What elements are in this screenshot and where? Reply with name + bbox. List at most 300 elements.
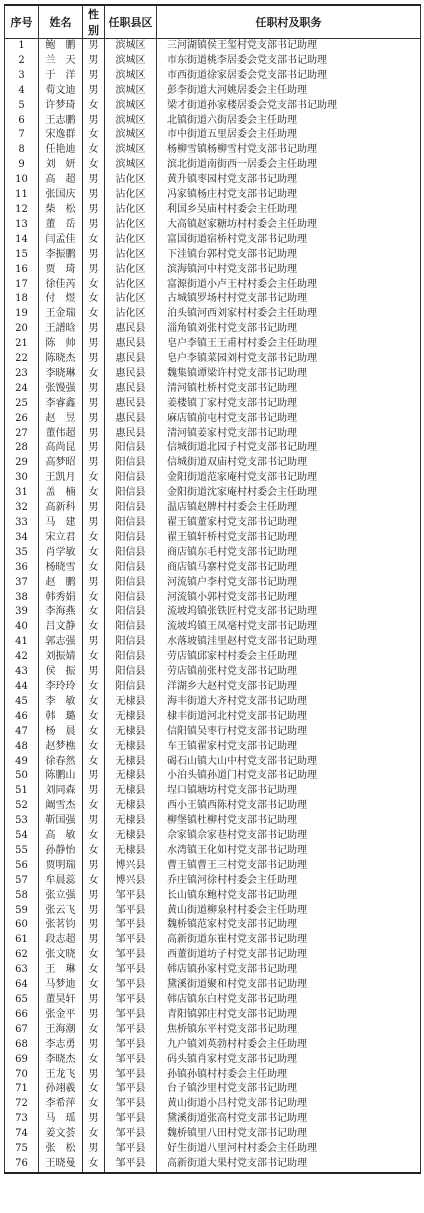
cell-post: 翟王镇董家村党支部书记助理 (157, 516, 421, 531)
cell-post: 北镇街道六街居委会主任助理 (157, 114, 421, 129)
table-row (5, 307, 421, 322)
cell-post: 河流镇户李村党支部书记助理 (157, 576, 421, 591)
cell-post: 柳堡镇杜柳村党支部书记助理 (157, 814, 421, 829)
cell-name: 张 松 (39, 1142, 83, 1157)
cell-index: 53 (5, 814, 39, 829)
cell-county: 滨城区 (105, 143, 157, 158)
cell-county: 无棣县 (105, 799, 157, 814)
cell-gender: 男 (83, 173, 105, 188)
cell-gender: 男 (83, 337, 105, 352)
cell-name: 荀文迪 (39, 84, 83, 99)
cell-county: 阳信县 (105, 531, 157, 546)
cell-county: 沾化区 (105, 173, 157, 188)
cell-index: 67 (5, 1023, 39, 1038)
cell-county: 邹平县 (105, 1097, 157, 1112)
cell-county: 阳信县 (105, 620, 157, 635)
cell-name: 鲍 鹏 (39, 39, 83, 54)
cell-gender: 男 (83, 859, 105, 874)
table-row (5, 218, 421, 233)
cell-gender: 男 (83, 382, 105, 397)
cell-gender: 男 (83, 69, 105, 84)
table-row (5, 322, 421, 337)
cell-post: 魏集镇谭梁许村党支部书记助理 (157, 367, 421, 382)
cell-name: 付 煜 (39, 292, 83, 307)
cell-county: 无棣县 (105, 695, 157, 710)
cell-name: 王龙飞 (39, 1068, 83, 1083)
cell-name: 任艳迪 (39, 143, 83, 158)
cell-index: 49 (5, 755, 39, 770)
cell-gender: 男 (83, 904, 105, 919)
cell-index: 56 (5, 859, 39, 874)
cell-gender: 女 (83, 740, 105, 755)
cell-post: 金阳街道沈家庵村村委会主任助理 (157, 486, 421, 501)
cell-gender: 女 (83, 978, 105, 993)
cell-name: 张立强 (39, 889, 83, 904)
cell-post: 信阳镇吴枣行村党支部书记助理 (157, 725, 421, 740)
cell-index: 17 (5, 278, 39, 293)
cell-post: 麻店镇前屯村党支部书记助理 (157, 412, 421, 427)
cell-county: 无棣县 (105, 829, 157, 844)
cell-gender: 男 (83, 188, 105, 203)
cell-post: 好生街道八里河村村委会主任助理 (157, 1142, 421, 1157)
cell-index: 7 (5, 128, 39, 143)
cell-county: 无棣县 (105, 740, 157, 755)
cell-index: 24 (5, 382, 39, 397)
cell-county: 沾化区 (105, 263, 157, 278)
table-row (5, 69, 421, 84)
cell-name: 盖 楠 (39, 486, 83, 501)
cell-name: 韩 璐 (39, 710, 83, 725)
cell-post: 高新街道大果村党支部书记助理 (157, 1157, 421, 1173)
cell-index: 1 (5, 39, 39, 54)
table-row (5, 292, 421, 307)
table-row (5, 1097, 421, 1112)
cell-county: 阳信县 (105, 650, 157, 665)
cell-gender: 男 (83, 1038, 105, 1053)
cell-post: 码头镇肖家村党支部书记助理 (157, 1053, 421, 1068)
table-row (5, 158, 421, 173)
cell-post: 皂户李镇王王甫村村委会主任助理 (157, 337, 421, 352)
cell-post: 劳店镇邱家村村委会主任助理 (157, 650, 421, 665)
cell-county: 阳信县 (105, 546, 157, 561)
cell-county: 沾化区 (105, 307, 157, 322)
cell-name: 高 敏 (39, 829, 83, 844)
cell-county: 邹平县 (105, 918, 157, 933)
cell-post: 魏桥镇里八田村党支部书记助理 (157, 1127, 421, 1142)
cell-county: 无棣县 (105, 769, 157, 784)
table-row (5, 814, 421, 829)
header-county: 任职县区 (105, 5, 157, 39)
table-row (5, 367, 421, 382)
cell-index: 9 (5, 158, 39, 173)
cell-name: 肖学敏 (39, 546, 83, 561)
cell-index: 12 (5, 203, 39, 218)
cell-name: 赵 昱 (39, 412, 83, 427)
cell-index: 66 (5, 1008, 39, 1023)
cell-post: 黛溪街道张高村党支部书记助理 (157, 1112, 421, 1127)
cell-name: 李志勇 (39, 1038, 83, 1053)
cell-post: 信城街道北园子村党支部书记助理 (157, 441, 421, 456)
cell-county: 沾化区 (105, 203, 157, 218)
cell-gender: 男 (83, 39, 105, 54)
table-row (5, 54, 421, 69)
cell-post: 碣石山镇大山中村党支部书记助理 (157, 755, 421, 770)
cell-name: 王譜晗 (39, 322, 83, 337)
cell-post: 皂户李镇菜园刘村党支部书记助理 (157, 352, 421, 367)
cell-index: 62 (5, 948, 39, 963)
cell-name: 马 建 (39, 516, 83, 531)
header-name: 姓名 (39, 5, 83, 39)
cell-county: 无棣县 (105, 755, 157, 770)
cell-index: 10 (5, 173, 39, 188)
table-row (5, 740, 421, 755)
cell-index: 37 (5, 576, 39, 591)
cell-index: 61 (5, 933, 39, 948)
cell-post: 流坡坞镇王凤毫村党支部书记助理 (157, 620, 421, 635)
cell-index: 19 (5, 307, 39, 322)
cell-name: 贾明瑞 (39, 859, 83, 874)
cell-county: 沾化区 (105, 278, 157, 293)
cell-county: 滨城区 (105, 158, 157, 173)
cell-index: 35 (5, 546, 39, 561)
cell-county: 惠民县 (105, 322, 157, 337)
cell-name: 靳国强 (39, 814, 83, 829)
cell-post: 劳店镇前张村党支部书记助理 (157, 665, 421, 680)
cell-index: 70 (5, 1068, 39, 1083)
cell-index: 33 (5, 516, 39, 531)
table-row (5, 1157, 421, 1173)
cell-index: 32 (5, 501, 39, 516)
cell-index: 20 (5, 322, 39, 337)
cell-name: 张茗钧 (39, 918, 83, 933)
cell-gender: 女 (83, 799, 105, 814)
cell-gender: 女 (83, 650, 105, 665)
cell-index: 25 (5, 397, 39, 412)
table-row (5, 695, 421, 710)
table-row (5, 233, 421, 248)
header-gender: 性别 (83, 5, 105, 39)
table-row (5, 918, 421, 933)
cell-gender: 女 (83, 233, 105, 248)
cell-gender: 女 (83, 591, 105, 606)
cell-post: 海丰街道大齐村党支部书记助理 (157, 695, 421, 710)
table-row (5, 99, 421, 114)
cell-gender: 女 (83, 963, 105, 978)
cell-county: 邹平县 (105, 1142, 157, 1157)
cell-post: 杨柳雪镇杨柳雪村党支部书记助理 (157, 143, 421, 158)
cell-index: 69 (5, 1053, 39, 1068)
cell-name: 吕文静 (39, 620, 83, 635)
cell-index: 63 (5, 963, 39, 978)
table-row (5, 114, 421, 129)
cell-gender: 男 (83, 54, 105, 69)
cell-post: 青阳镇郭庄村党支部书记助理 (157, 1008, 421, 1023)
cell-post: 水落坡镇洼里赵村党支部书记助理 (157, 635, 421, 650)
table-row (5, 1038, 421, 1053)
cell-post: 水湾镇王化如村党支部书记助理 (157, 844, 421, 859)
cell-index: 76 (5, 1157, 39, 1173)
cell-gender: 女 (83, 710, 105, 725)
cell-gender: 女 (83, 680, 105, 695)
table-row (5, 263, 421, 278)
cell-county: 无棣县 (105, 710, 157, 725)
cell-index: 23 (5, 367, 39, 382)
cell-name: 张国庆 (39, 188, 83, 203)
cell-gender: 男 (83, 918, 105, 933)
cell-name: 赵 鹏 (39, 576, 83, 591)
cell-gender: 男 (83, 263, 105, 278)
cell-post: 富国街道宿桥村党支部书记助理 (157, 233, 421, 248)
cell-name: 高新科 (39, 501, 83, 516)
cell-county: 阳信县 (105, 516, 157, 531)
cell-gender: 男 (83, 427, 105, 442)
cell-name: 兰 天 (39, 54, 83, 69)
cell-county: 阳信县 (105, 486, 157, 501)
cell-index: 73 (5, 1112, 39, 1127)
table-row (5, 501, 421, 516)
cell-index: 45 (5, 695, 39, 710)
cell-name: 王海潮 (39, 1023, 83, 1038)
cell-index: 59 (5, 904, 39, 919)
cell-county: 沾化区 (105, 248, 157, 263)
cell-name: 高尚昆 (39, 441, 83, 456)
cell-name: 孙静怡 (39, 844, 83, 859)
table-row (5, 128, 421, 143)
cell-county: 博兴县 (105, 874, 157, 889)
table-row (5, 963, 421, 978)
cell-county: 阳信县 (105, 456, 157, 471)
cell-gender: 女 (83, 844, 105, 859)
cell-gender: 女 (83, 1097, 105, 1112)
cell-index: 36 (5, 561, 39, 576)
cell-name: 刘同森 (39, 784, 83, 799)
table-row (5, 1082, 421, 1097)
cell-post: 利国乡吴庙村村委会主任助理 (157, 203, 421, 218)
table-row (5, 1008, 421, 1023)
table-row (5, 755, 421, 770)
cell-county: 阳信县 (105, 441, 157, 456)
table-row (5, 859, 421, 874)
table-row (5, 248, 421, 263)
cell-gender: 男 (83, 441, 105, 456)
cell-county: 无棣县 (105, 844, 157, 859)
cell-county: 惠民县 (105, 337, 157, 352)
cell-gender: 女 (83, 695, 105, 710)
cell-post: 古城镇罗场村村党支部书记助理 (157, 292, 421, 307)
cell-gender: 男 (83, 1142, 105, 1157)
cell-post: 滨北街道南街西一居委会主任助理 (157, 158, 421, 173)
cell-post: 西小王镇西陈村党支部书记助理 (157, 799, 421, 814)
cell-index: 64 (5, 978, 39, 993)
cell-county: 邹平县 (105, 1008, 157, 1023)
cell-gender: 男 (83, 114, 105, 129)
cell-county: 无棣县 (105, 814, 157, 829)
cell-name: 马梦迪 (39, 978, 83, 993)
table-row (5, 143, 421, 158)
table-header-row (5, 5, 421, 39)
cell-index: 58 (5, 889, 39, 904)
table-row (5, 1142, 421, 1157)
cell-index: 74 (5, 1127, 39, 1142)
cell-gender: 男 (83, 501, 105, 516)
cell-county: 邹平县 (105, 1112, 157, 1127)
cell-index: 75 (5, 1142, 39, 1157)
cell-gender: 女 (83, 307, 105, 322)
cell-county: 惠民县 (105, 427, 157, 442)
cell-name: 李晓杰 (39, 1053, 83, 1068)
cell-gender: 女 (83, 1157, 105, 1173)
cell-county: 沾化区 (105, 188, 157, 203)
cell-index: 2 (5, 54, 39, 69)
cell-index: 3 (5, 69, 39, 84)
cell-name: 陈鹏山 (39, 769, 83, 784)
header-index: 序号 (5, 5, 39, 39)
cell-index: 29 (5, 456, 39, 471)
cell-post: 黄升镇枣园村党支部书记助理 (157, 173, 421, 188)
cell-county: 邹平县 (105, 1127, 157, 1142)
table-row (5, 188, 421, 203)
cell-gender: 男 (83, 352, 105, 367)
table-row (5, 948, 421, 963)
table-row (5, 1112, 421, 1127)
cell-name: 马 瑶 (39, 1112, 83, 1127)
cell-post: 泊头镇河西刘家村村委会主任助理 (157, 307, 421, 322)
cell-post: 翟王镇轩桥村党支部书记助理 (157, 531, 421, 546)
cell-gender: 男 (83, 635, 105, 650)
table-row (5, 1053, 421, 1068)
cell-county: 邹平县 (105, 1157, 157, 1173)
table-row (5, 591, 421, 606)
table-row (5, 546, 421, 561)
header-post: 任职村及职务 (157, 5, 421, 39)
cell-index: 46 (5, 710, 39, 725)
table-row (5, 397, 421, 412)
table-row (5, 1068, 421, 1083)
table-row (5, 784, 421, 799)
cell-name: 王凯月 (39, 471, 83, 486)
cell-gender: 女 (83, 531, 105, 546)
cell-name: 姜文荟 (39, 1127, 83, 1142)
cell-name: 杨 晨 (39, 725, 83, 740)
cell-name: 王晓曼 (39, 1157, 83, 1173)
cell-post: 三河湖镇侯王玺村党支部书记助理 (157, 39, 421, 54)
cell-gender: 女 (83, 605, 105, 620)
table-row (5, 844, 421, 859)
table-row (5, 576, 421, 591)
cell-gender: 女 (83, 158, 105, 173)
cell-gender: 男 (83, 248, 105, 263)
cell-index: 18 (5, 292, 39, 307)
cell-county: 惠民县 (105, 367, 157, 382)
cell-post: 商店镇东毛村党支部书记助理 (157, 546, 421, 561)
cell-name: 牟晨蕊 (39, 874, 83, 889)
cell-gender: 女 (83, 1023, 105, 1038)
cell-post: 高新街道东崔村党支部书记助理 (157, 933, 421, 948)
cell-name: 孙翊羲 (39, 1082, 83, 1097)
cell-county: 邹平县 (105, 978, 157, 993)
cell-index: 54 (5, 829, 39, 844)
cell-index: 52 (5, 799, 39, 814)
table-row (5, 650, 421, 665)
cell-post: 九户镇刘英勃村村委会主任助理 (157, 1038, 421, 1053)
cell-post: 长山镇东鲍村党支部书记助理 (157, 889, 421, 904)
cell-name: 王金瑞 (39, 307, 83, 322)
cell-county: 沾化区 (105, 218, 157, 233)
cell-gender: 女 (83, 128, 105, 143)
cell-county: 阳信县 (105, 680, 157, 695)
cell-post: 西董街道坊子村党支部书记助理 (157, 948, 421, 963)
cell-county: 邹平县 (105, 904, 157, 919)
cell-post: 市西街道徐家居委会党支部书记助理 (157, 69, 421, 84)
table-row (5, 173, 421, 188)
cell-index: 8 (5, 143, 39, 158)
cell-post: 清河镇姜家村党支部书记助理 (157, 427, 421, 442)
cell-post: 焦桥镇东平村党支部书记助理 (157, 1023, 421, 1038)
cell-post: 下洼镇台郭村党支部书记助理 (157, 248, 421, 263)
cell-county: 无棣县 (105, 784, 157, 799)
cell-county: 惠民县 (105, 397, 157, 412)
cell-county: 邹平县 (105, 1082, 157, 1097)
cell-name: 刘 妍 (39, 158, 83, 173)
cell-post: 姜楼镇丁家村党支部书记助理 (157, 397, 421, 412)
cell-county: 滨城区 (105, 99, 157, 114)
table-row (5, 710, 421, 725)
cell-index: 21 (5, 337, 39, 352)
cell-name: 张馒强 (39, 382, 83, 397)
cell-index: 34 (5, 531, 39, 546)
table-row (5, 769, 421, 784)
cell-post: 信城街道双庙村党支部书记助理 (157, 456, 421, 471)
cell-gender: 女 (83, 948, 105, 963)
cell-gender: 女 (83, 1053, 105, 1068)
cell-county: 邹平县 (105, 889, 157, 904)
table-row (5, 1127, 421, 1142)
appointment-table-page (4, 4, 420, 1174)
cell-post: 魏桥镇范家村党支部书记助理 (157, 918, 421, 933)
cell-post: 黄山街道柳泉村村委会主任助理 (157, 904, 421, 919)
cell-county: 阳信县 (105, 471, 157, 486)
cell-name: 陈 帅 (39, 337, 83, 352)
cell-gender: 女 (83, 99, 105, 114)
cell-name: 李希萍 (39, 1097, 83, 1112)
cell-index: 11 (5, 188, 39, 203)
cell-name: 董 岳 (39, 218, 83, 233)
cell-post: 洋湖乡大赵村党支部书记助理 (157, 680, 421, 695)
cell-name: 徐春然 (39, 755, 83, 770)
table-row (5, 456, 421, 471)
cell-gender: 男 (83, 516, 105, 531)
cell-index: 16 (5, 263, 39, 278)
table-row (5, 516, 421, 531)
cell-index: 55 (5, 844, 39, 859)
cell-index: 60 (5, 918, 39, 933)
cell-gender: 女 (83, 143, 105, 158)
table-row (5, 933, 421, 948)
cell-post: 彭李街道大河姚居委会主任助理 (157, 84, 421, 99)
cell-gender: 男 (83, 203, 105, 218)
cell-gender: 女 (83, 292, 105, 307)
table-row (5, 993, 421, 1008)
cell-name: 段志超 (39, 933, 83, 948)
table-row (5, 278, 421, 293)
cell-county: 惠民县 (105, 382, 157, 397)
table-row (5, 874, 421, 889)
cell-gender: 女 (83, 471, 105, 486)
cell-name: 宋立君 (39, 531, 83, 546)
table-row (5, 352, 421, 367)
table-row (5, 471, 421, 486)
table-row (5, 382, 421, 397)
